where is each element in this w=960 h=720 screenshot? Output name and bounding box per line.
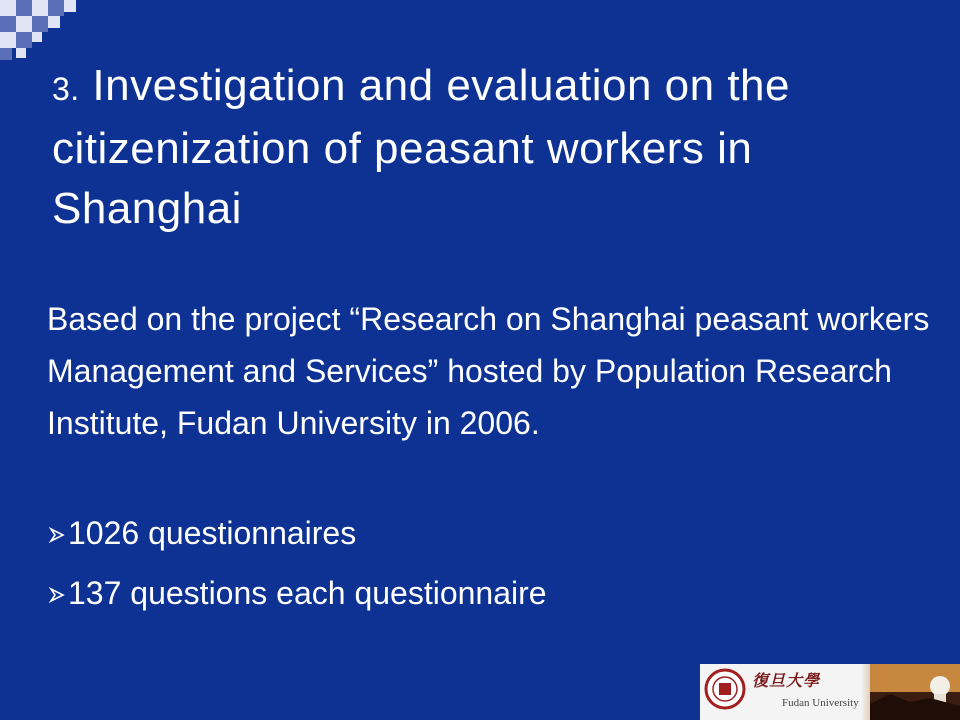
arrow-bullet-icon bbox=[48, 586, 66, 604]
title-number: 3. bbox=[52, 71, 80, 107]
bullet-item bbox=[48, 573, 547, 613]
title-text: Investigation and evaluation on the citizenization of peasant workers in Shanghai bbox=[52, 61, 790, 233]
logo-english-name: Fudan University bbox=[782, 697, 859, 709]
arrow-bullet-icon bbox=[48, 526, 66, 544]
footer-logo-strip bbox=[700, 664, 960, 720]
bullet-item bbox=[48, 513, 356, 553]
bullet-text: 137 questions each questionnaire bbox=[68, 575, 547, 611]
university-seal-icon bbox=[704, 668, 746, 710]
campus-photo-icon bbox=[870, 664, 960, 720]
checker-decoration-icon bbox=[0, 0, 80, 60]
body-paragraph: Based on the project “Research on Shanghai peasant workers Management and Services” hosted by Population Research Institute, Fudan University in 2006. bbox=[47, 301, 930, 441]
logo-chinese-name: 復旦大學 bbox=[752, 671, 821, 690]
slide-title bbox=[52, 56, 932, 239]
bullet-text: 1026 questionnaires bbox=[68, 515, 357, 551]
